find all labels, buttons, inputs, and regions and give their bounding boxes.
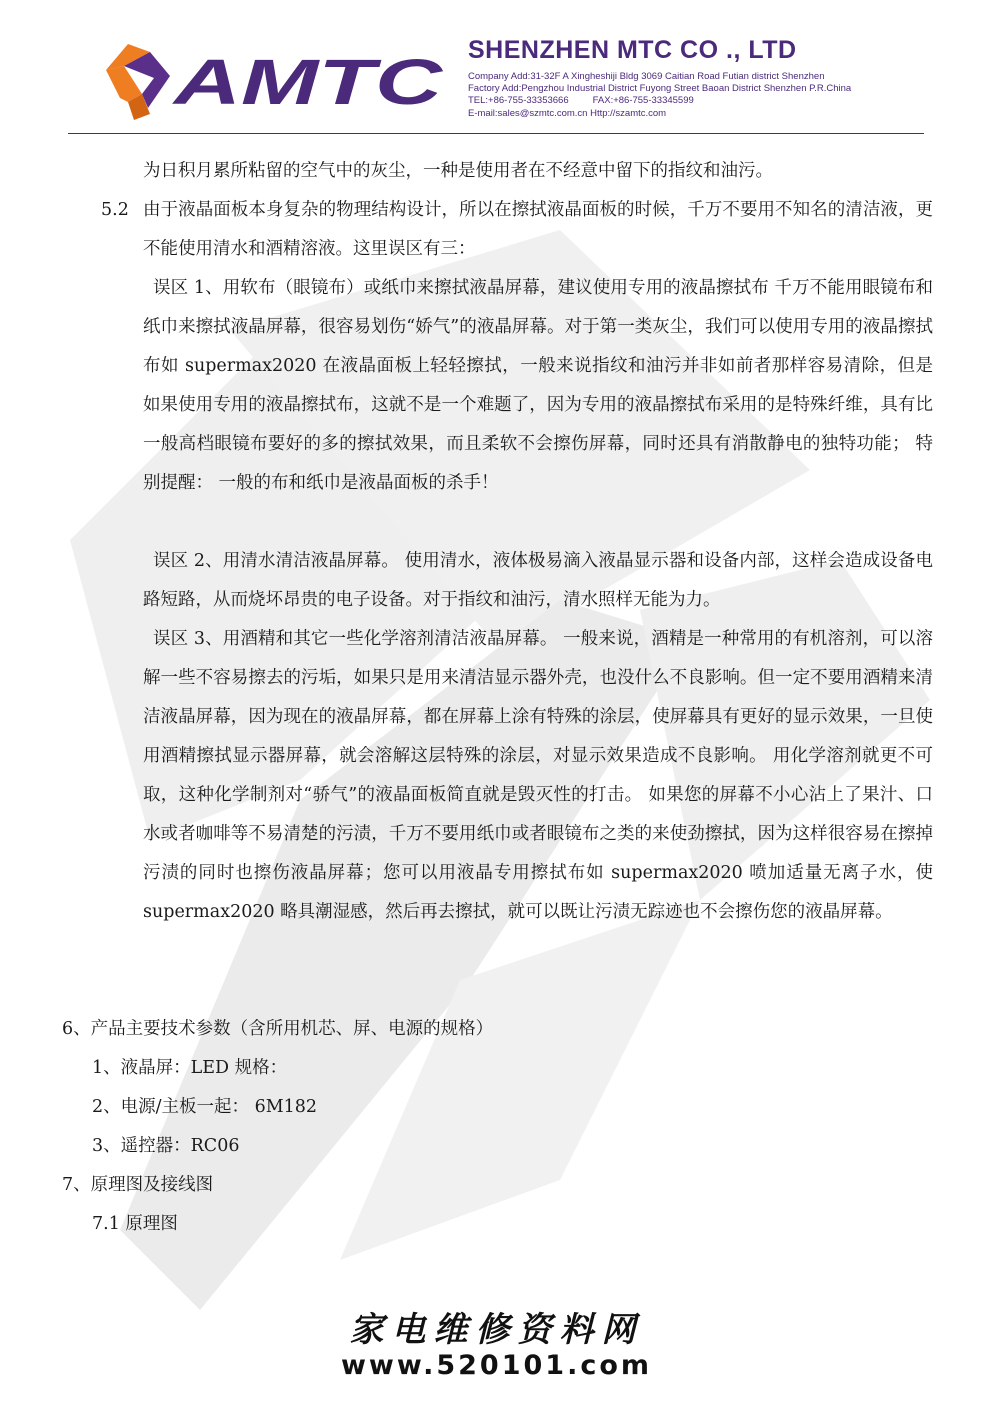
letterhead — [0, 0, 993, 140]
misconception-1: 误区 1、用软布（眼镜布）或纸巾来擦拭液晶屏幕，建议使用专用的液晶擦拭布 千万不能用眼镜布和纸巾来擦拭液晶屏幕，很容易划伤“娇气”的液晶屏幕。对于第一类灰尘，我们可以使用专用的液晶擦拭布如 supermax2020 在液晶面板上轻轻擦拭，一般来说指纹和油污并非如前者那样容易清除，但是如果使用专用的液晶擦拭布，这就不是一个难题了，因为专用的液晶擦拭布采用的是特殊纤维，具有比一般高档眼镜布要好的多的擦拭效果，而且柔软不会擦伤屏幕，同时还具有消散静电的独特功能； 特别提醒： 一般的布和纸巾是液晶面板的杀手！ — [143, 278, 933, 493]
section-6-heading: 6、产品主要技术参数（含所用机芯、屏、电源的规格） — [62, 1019, 494, 1039]
section-number-5-2: 5.2 — [101, 200, 129, 220]
spec-item-lcd: 1、液晶屏：LED 规格： — [92, 1058, 288, 1078]
paragraph-5-2 — [101, 191, 933, 269]
amtc-logo — [98, 38, 448, 124]
company-name: SHENZHEN MTC CO ., LTD — [468, 36, 797, 64]
email-website: E-mail:sales@szmtc.com.cn Http://szamtc.com — [468, 107, 667, 119]
logo-emblem-icon — [106, 44, 170, 120]
footer-watermark — [0, 1290, 993, 1390]
site-name: 家电维修资料网 — [349, 1310, 644, 1350]
phone-fax-line — [468, 95, 851, 107]
site-url: www.520101.com — [340, 1350, 653, 1381]
paragraph-5-2-text: 由于液晶面板本身复杂的物理结构设计，所以在擦拭液晶面板的时候，千万不要用不知名的清洁液，更不能使用清水和酒精溶液。这里误区有三： — [143, 200, 933, 259]
fax: FAX:+86-755-33345599 — [592, 95, 694, 107]
section-7-1-heading: 7.1 原理图 — [92, 1214, 178, 1234]
misconception-3: 误区 3、用酒精和其它一些化学溶剂清洁液晶屏幕。 一般来说，酒精是一种常用的有机溶剂，可以溶解一些不容易擦去的污垢，如果只是用来清洁显示器外壳，也没什么不良影响。但一定不要用酒精来清洁液晶屏幕，因为现在的液晶屏幕，都在屏幕上涂有特殊的涂层，使屏幕具有更好的显示效果，一旦使用酒精擦拭显示器屏幕，就会溶解这层特殊的涂层，对显示效果造成不良影响。 用化学溶剂就更不可取，这种化学制剂对“骄气”的液晶面板简直就是毁灭性的打击。 如果您的屏幕不小心沾上了果汁、口水或者咖啡等不易清楚的污渍，千万不要用纸巾或者眼镜布之类的来使劲擦拭，因为这样很容易在擦掉污渍的同时也擦伤液晶屏幕；您可以用液晶专用擦拭布如 supermax2020 喷加适量无离子水，使 supermax2020 略具潮湿感，然后再去擦拭，就可以既让污渍无踪迹也不会擦伤您的液晶屏幕。 — [143, 629, 933, 922]
logo-wordmark: AMTC — [171, 46, 444, 118]
contact-block — [468, 71, 851, 120]
header-divider — [68, 133, 924, 134]
telephone: TEL:+86-755-33353666 — [468, 95, 569, 107]
spec-item-power-board: 2、电源/主板一起： 6M182 — [92, 1097, 318, 1117]
company-address: Company Add:31-32F A Xingheshiji Bldg 3069 Caitian Road Futian district Shenzhen — [468, 71, 825, 82]
misconception-2: 误区 2、用清水清洁液晶屏幕。 使用清水，液体极易滴入液晶显示器和设备内部，这样会造成设备电路短路，从而烧坏昂贵的电子设备。对于指纹和油污，清水照样无能为力。 — [143, 551, 933, 610]
factory-address: Factory Add:Pengzhou Industrial District Fuyong Street Baoan District Shenzhen P.R.China — [468, 83, 852, 95]
paragraph-continuation: 为日积月累所粘留的空气中的灰尘，一种是使用者在不经意中留下的指纹和油污。 — [143, 161, 773, 181]
spec-item-remote: 3、遥控器：RC06 — [92, 1136, 240, 1156]
section-7-heading: 7、原理图及接线图 — [62, 1175, 214, 1195]
